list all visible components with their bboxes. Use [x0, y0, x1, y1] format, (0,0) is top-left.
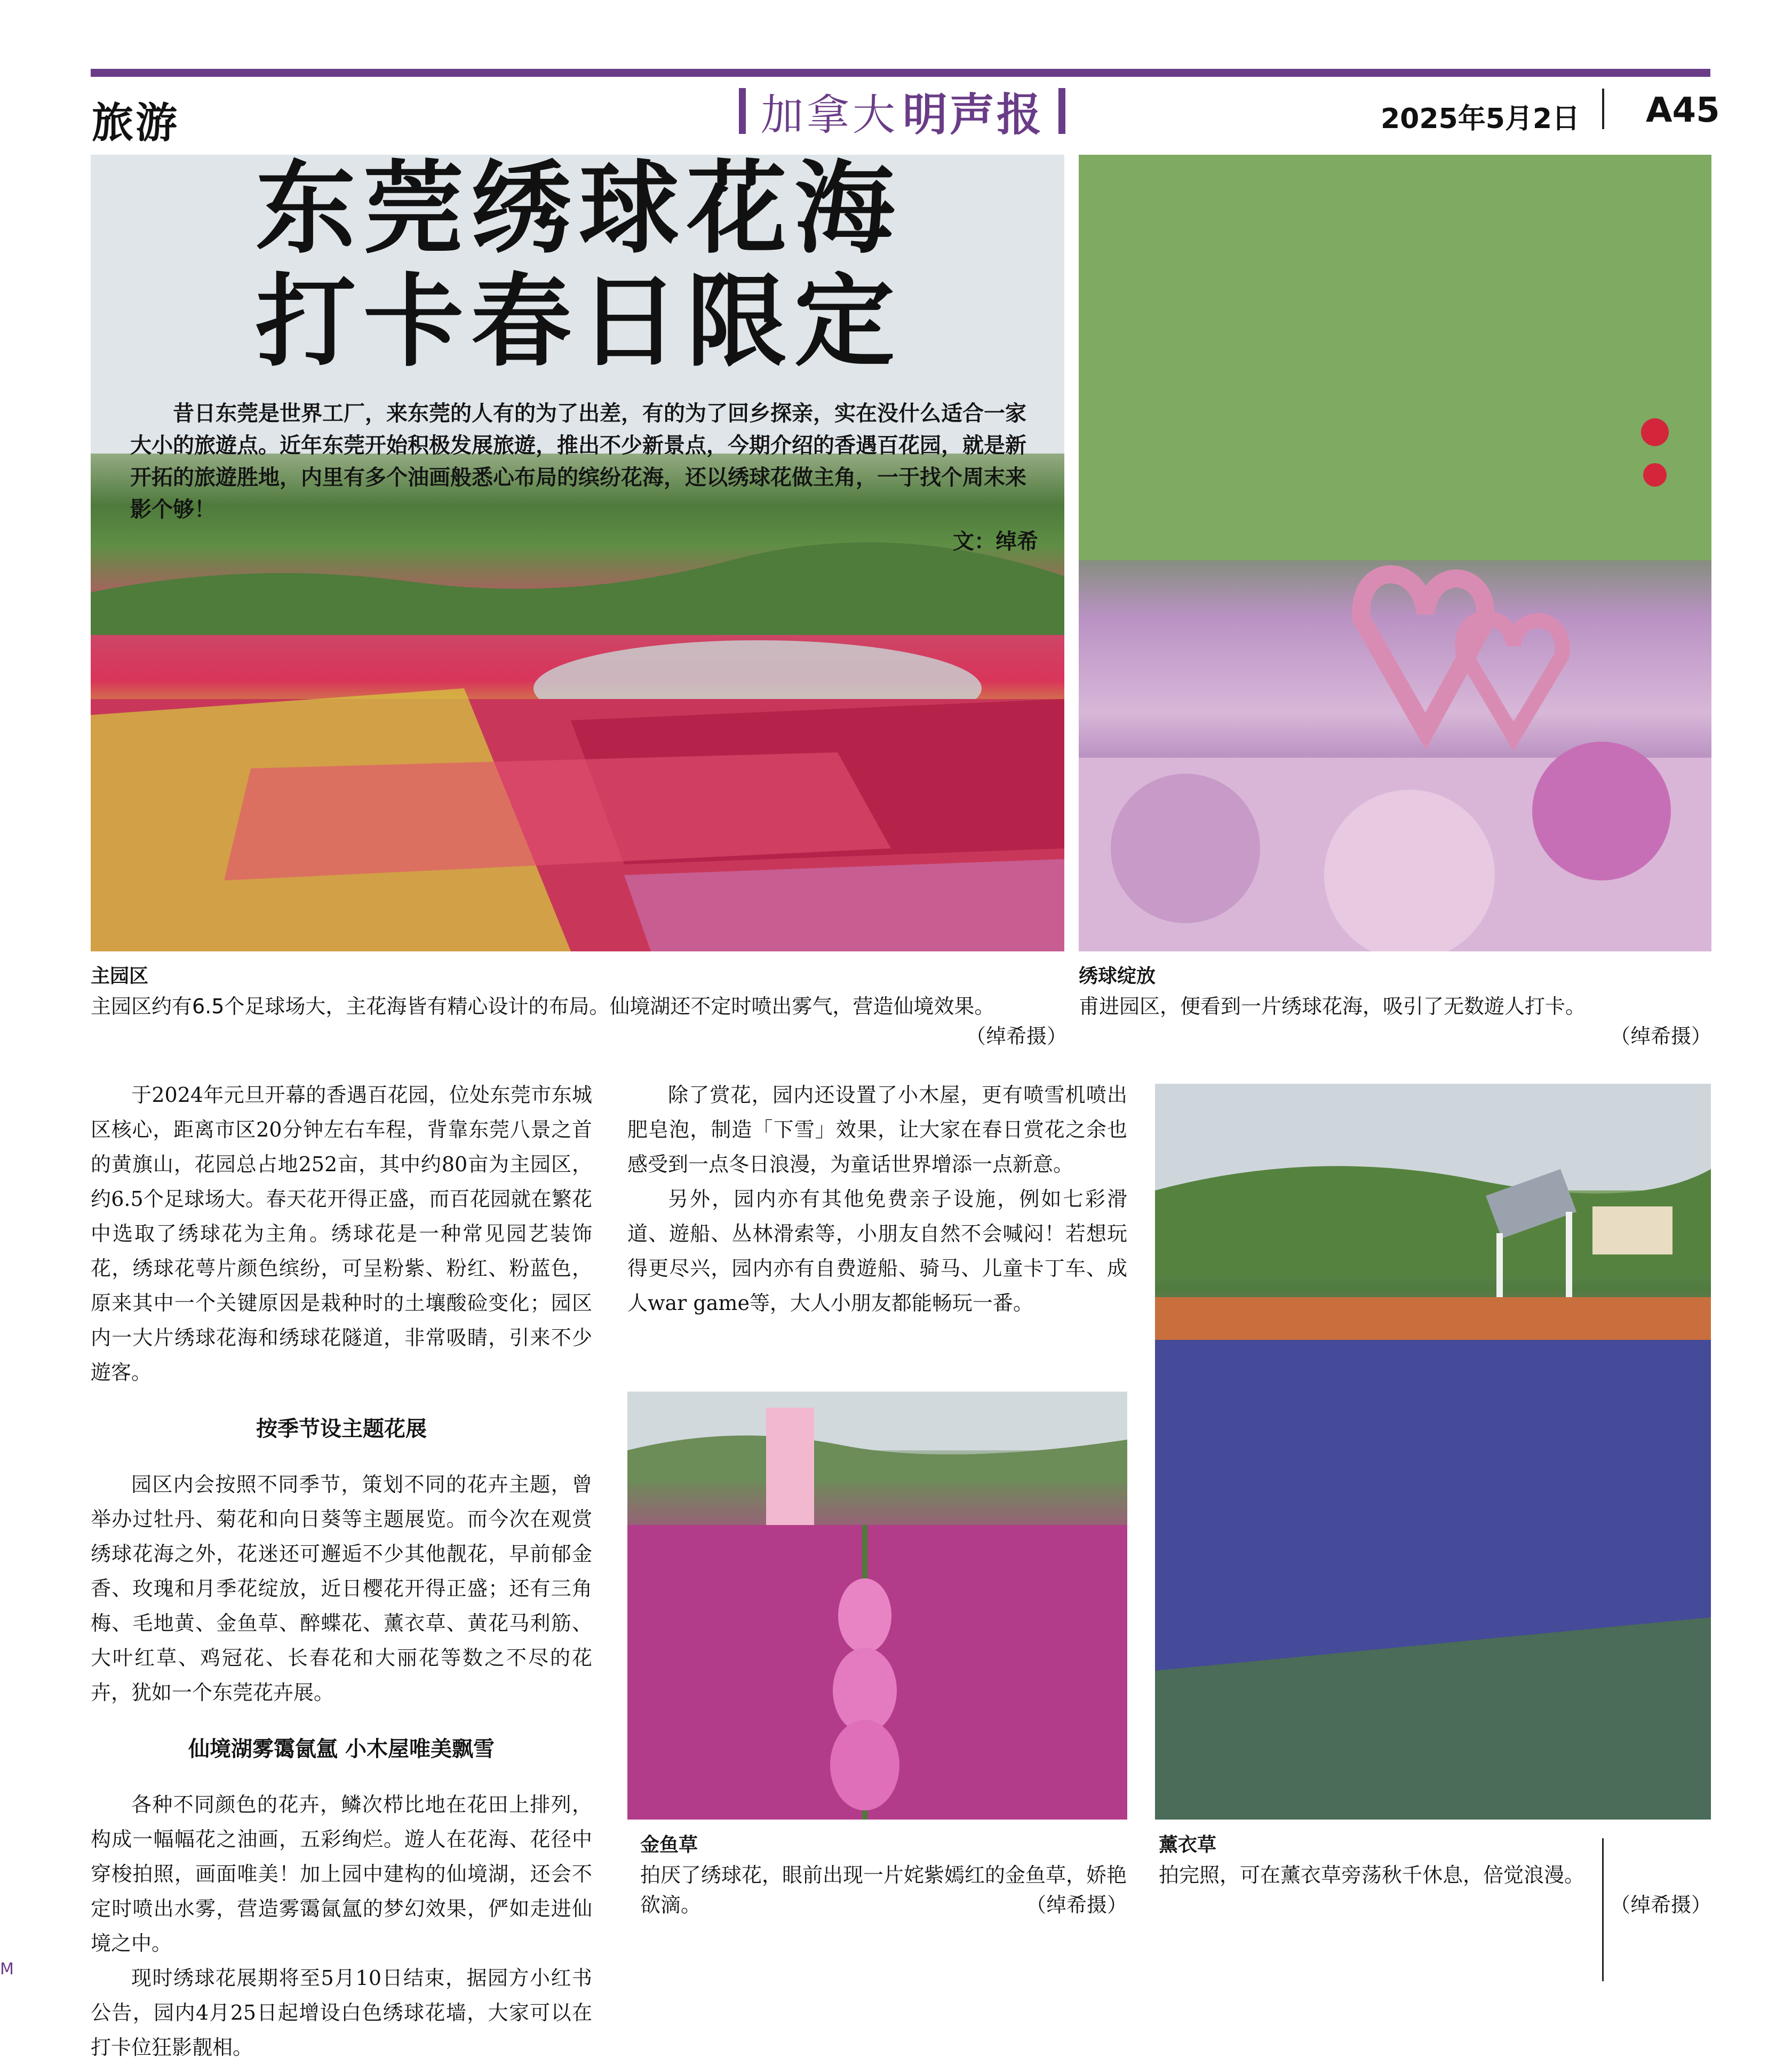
body-paragraph-4: 现时绣球花展期将至5月10日结束，据园方小红书公告，园内4月25日起增设白色绣球花墙，大家可以在打卡位狂影靓相。: [91, 1966, 592, 2059]
caption-lavender-credit: （绰希摄）: [1610, 1893, 1711, 1917]
section-title: 旅游: [92, 99, 180, 147]
footer-mark: M: [0, 1960, 14, 1979]
caption-hydrangea: [1079, 962, 1711, 1051]
intro-text: 昔日东莞是世界工厂，来东莞的人有的为了出差，有的为了回乡探亲，实在没什么适合一家大小的旅遊点。近年东莞开始积极发展旅遊，推出不少新景点，今期介绍的香遇百花园，就是新开拓的旅遊胜地，内里有多个油画般悉心布局的缤纷花海，还以绣球花做主角，一于找个周末来影个够！: [130, 401, 1026, 522]
caption-lavender-text: 拍完照，可在薰衣草旁荡秋千休息，倍觉浪漫。: [1159, 1863, 1585, 1887]
body-paragraph-2: 园区内会按照不同季节，策划不同的花卉主题，曾举办过牡丹、菊花和向日葵等主题展览。而今次在观赏绣球花海之外，花迷还可邂逅不少其他靓花，早前郁金香、玫瑰和月季花绽放，近日樱花开得正盛；还有三角梅、毛地黄、金鱼草、醉蝶花、薰衣草、黄花马利筋、大叶红草、鸡冠花、长春花和大丽花等数之不尽的花卉，犹如一个东莞花卉展。: [91, 1473, 592, 1704]
masthead: [739, 84, 1065, 141]
hydrangea-photo: [1079, 155, 1711, 951]
subheading-1: 按季节设主题花展: [256, 1416, 427, 1441]
headline-line-1: 东莞绣球花海: [256, 149, 902, 267]
intro-paragraph: [130, 398, 1038, 558]
caption-lavender-title: 薰衣草: [1159, 1834, 1217, 1856]
subheading-2: 仙境湖雾霭氤氲 小木屋唯美飘雪: [188, 1736, 495, 1761]
body-paragraph-1: 于2024年元旦开幕的香遇百花园，位处东莞市东城区核心，距离市区20分钟左右车程，背靠东莞八景之首的黄旗山，花园总占地252亩，其中约80亩为主园区，约6.5个足球场大。春天花开得正盛，而百花园就在繁花中选取了绣球花为主角。绣球花是一种常见园艺装饰花，绣球花萼片颜色缤纷，可呈粉紫、粉红、粉蓝色，原来其中一个关键原因是栽种时的土壤酸硷变化；园区内一大片绣球花海和绣球花隧道，非常吸睛，引来不少遊客。: [91, 1083, 592, 1384]
issue-date: 2025年5月2日: [1381, 103, 1580, 135]
byline: 文：绰希: [953, 529, 1038, 554]
caption-snapdragon-credit: （绰希摄）: [1025, 1893, 1127, 1917]
lavender-photo-art: [1155, 1084, 1711, 1820]
article-column-1: [91, 1078, 592, 2065]
caption-main-credit: （绰希摄）: [965, 1024, 1067, 1048]
caption-lavender: [1159, 1830, 1711, 1920]
header-divider: [1602, 89, 1604, 129]
hydrangea-photo-art: [1079, 155, 1711, 951]
caption-snapdragon-title: 金鱼草: [640, 1834, 698, 1856]
bottom-divider: [1602, 1838, 1604, 1981]
masthead-bar-right: [1058, 88, 1065, 134]
body-paragraph-6: 另外，园内亦有其他免费亲子设施，例如七彩滑道、遊船、丛林滑索等，小朋友自然不会喊闷！若想玩得更尽兴，园内亦有自费遊船、骑马、儿童卡丁车、成人war game等，大人小朋友都能畅玩一番。: [627, 1187, 1127, 1315]
caption-main-text: 主园区约有6.5个足球场大，主花海皆有精心设计的布局。仙境湖还不定时喷出雾气，营造仙境效果。: [91, 995, 995, 1018]
masthead-name: 明声报: [903, 88, 1044, 141]
caption-main: [91, 962, 1067, 1051]
caption-snapdragon: [640, 1830, 1127, 1920]
snapdragon-photo-art: [627, 1392, 1127, 1820]
header-rule: [91, 69, 1710, 77]
headline-line-2: 打卡春日限定: [256, 263, 902, 380]
snapdragon-photo: [627, 1392, 1127, 1820]
headline: [112, 149, 1046, 380]
masthead-bar-left: [739, 88, 746, 134]
body-paragraph-5: 除了赏花，园内还设置了小木屋，更有喷雪机喷出肥皂泡，制造「下雪」效果，让大家在春日赏花之余也感受到一点冬日浪漫，为童话世界增添一点新意。: [627, 1083, 1127, 1176]
caption-hydrangea-title: 绣球绽放: [1079, 965, 1156, 987]
caption-snapdragon-text: 拍厌了绣球花，眼前出现一片姹紫嫣红的金鱼草，娇艳欲滴。: [640, 1863, 1127, 1917]
article-column-2: [627, 1078, 1127, 1321]
caption-hydrangea-text: 甫进园区，便看到一片绣球花海，吸引了无数遊人打卡。: [1079, 995, 1586, 1018]
lavender-photo: [1155, 1084, 1711, 1820]
caption-main-title: 主园区: [91, 965, 149, 987]
masthead-prefix: 加拿大: [761, 90, 898, 140]
body-paragraph-3: 各种不同颜色的花卉，鳞次栉比地在花田上排列，构成一幅幅花之油画，五彩绚烂。遊人在花海、花径中穿梭拍照，画面唯美！加上园中建构的仙境湖，还会不定时喷出水雾，营造雾霭氤氲的梦幻效果，俨如走进仙境之中。: [91, 1793, 592, 1955]
caption-hydrangea-credit: （绰希摄）: [1610, 1024, 1711, 1048]
page-number: A45: [1646, 91, 1720, 130]
